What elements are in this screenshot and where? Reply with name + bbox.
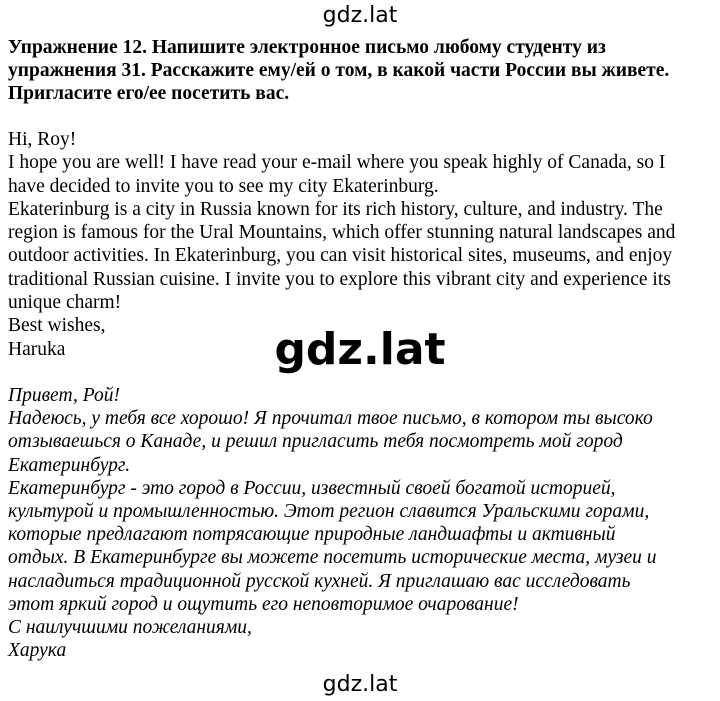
task-instruction [8, 36, 718, 105]
translation-greeting: Привет, Рой! [8, 385, 120, 406]
letter-greeting: Hi, Roy! [8, 129, 77, 150]
letter-line: outdoor activities. In Ekaterinburg, you can visit historical sites, museums, and enjoy [8, 245, 673, 267]
task-line: Пригласите его/ее посетить вас. [8, 83, 290, 104]
watermark-top: gdz.lat [322, 3, 398, 28]
translation-line: отдых. В Екатеринбурге вы можете посетить исторические места, музеи и [8, 547, 657, 569]
translation-closing: С наилучшими пожеланиями, [8, 617, 252, 639]
translation-line: отзываешься о Канаде, и решил пригласить тебя посмотреть мой город [8, 431, 623, 453]
translation-line: культурой и промышленностью. Этот регион славится Уральскими горами, [8, 501, 650, 523]
translation-line: насладиться традиционной русской кухней. Я приглашаю вас исследовать [8, 570, 631, 592]
letter-line: have decided to invite you to see my city Ekaterinburg. [8, 175, 439, 197]
letter-line: Ekaterinburg is a city in Russia known for its rich history, culture, and industry. The [8, 198, 663, 220]
letter-line: I hope you are well! I have read your e-mail where you speak highly of Canada, so I [8, 152, 666, 174]
task-line: Упражнение 12. Напишите электронное письмо любому студенту из [8, 37, 606, 58]
translation-line: которые предлагают потрясающие природные ландшафты и активный [8, 524, 616, 546]
watermark-bottom: gdz.lat [322, 672, 398, 697]
translation-line: Екатеринбург. [8, 454, 131, 476]
translation-line: этот яркий город и ощутить его неповторимое очарование! [8, 593, 519, 615]
letter-signature: Haruka [8, 338, 66, 360]
translation-signature: Харука [8, 640, 67, 662]
translation-line: Екатеринбург - это город в России, известный своей богатой историей, [8, 477, 616, 499]
letter-line: unique charm! [8, 292, 122, 314]
letter-closing: Best wishes, [8, 315, 106, 337]
task-line: упражнения 31. Расскажите ему/ей о том, в какой части России вы живете. [8, 60, 670, 81]
russian-translation [8, 384, 718, 662]
letter-line: region is famous for the Ural Mountains, which offer stunning natural landscapes and [8, 222, 676, 244]
watermark-center: gdz.lat [274, 324, 446, 375]
translation-line: Надеюсь, у тебя все хорошо! Я прочитал твое письмо, в котором ты высоко [8, 408, 653, 430]
letter-line: traditional Russian cuisine. I invite you to explore this vibrant city and experience its [8, 268, 671, 290]
